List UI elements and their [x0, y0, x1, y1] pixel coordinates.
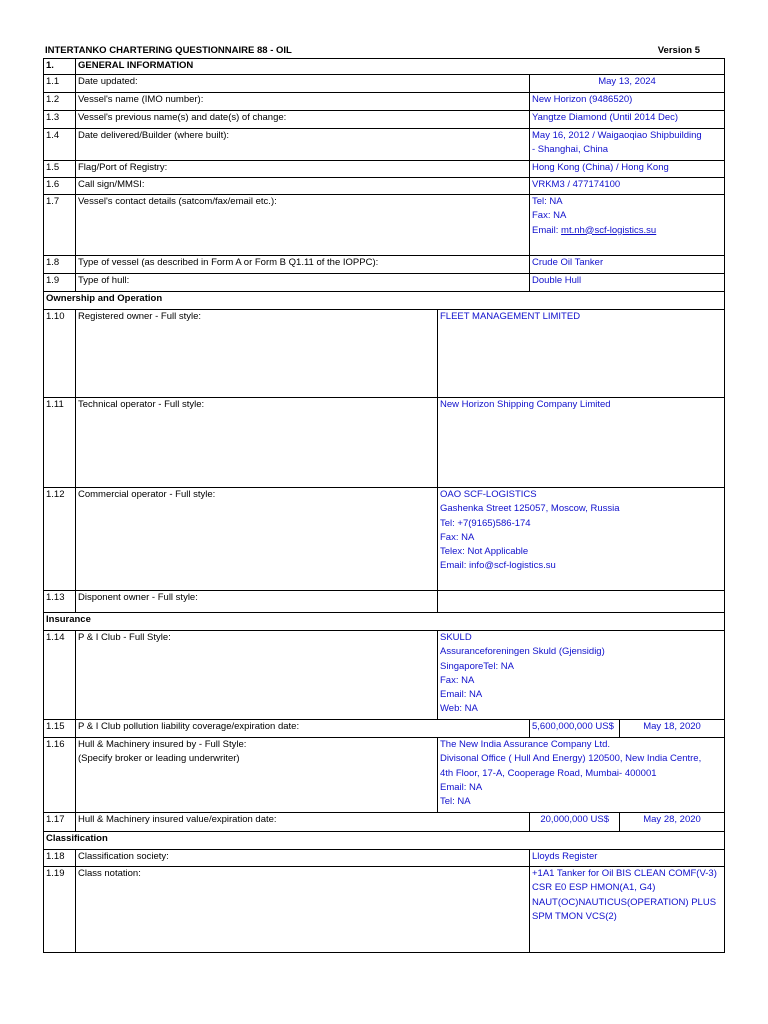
date-delivered-value: May 16, 2012 / Waigaoqiao Shipbuilding - Shanghai, China [530, 129, 725, 161]
questionnaire-page [43, 44, 724, 953]
row-number: 1.10 [44, 310, 76, 398]
row-number: 1.1 [44, 75, 76, 93]
type-of-hull-value: Double Hull [530, 274, 725, 292]
row-contact-details [44, 195, 725, 256]
row-number: 1.12 [44, 488, 76, 591]
document-header [43, 44, 724, 58]
row-call-sign [44, 178, 725, 195]
row-label: Class notation: [76, 867, 530, 953]
row-label: P & I Club - Full Style: [76, 631, 438, 720]
row-number: 1.8 [44, 256, 76, 274]
contact-email-line: Email: mt.nh@scf-logistics.su [532, 224, 657, 236]
section-insurance [44, 613, 725, 631]
row-label: Flag/Port of Registry: [76, 161, 530, 178]
type-of-vessel-value: Crude Oil Tanker [530, 256, 725, 274]
hull-machinery-date: May 28, 2020 [620, 813, 725, 832]
row-hull-machinery-value [44, 813, 725, 832]
pi-club-value: SKULD Assuranceforeningen Skuld (Gjensidig) SingaporeTel: NA Fax: NA Email: NA Web: NA [438, 631, 725, 720]
contact-fax: Fax: NA [532, 210, 567, 222]
row-disponent-owner [44, 591, 725, 613]
row-label: Technical operator - Full style: [76, 398, 438, 488]
row-label: Type of vessel (as described in Form A or Form B Q1.11 of the IOPPC): [76, 256, 530, 274]
contact-email-link[interactable]: mt.nh@scf-logistics.su [561, 224, 657, 236]
row-number: 1.7 [44, 195, 76, 256]
row-number: 1.16 [44, 738, 76, 813]
section-classification [44, 832, 725, 850]
technical-operator-value: New Horizon Shipping Company Limited [438, 398, 725, 488]
row-label: Vessel's name (IMO number): [76, 93, 530, 111]
section-title: Ownership and Operation [44, 292, 725, 310]
row-vessel-name [44, 93, 725, 111]
row-label: Registered owner - Full style: [76, 310, 438, 398]
classification-society-value: Lloyds Register [530, 850, 725, 867]
row-hull-machinery-insurer [44, 738, 725, 813]
row-number: 1.5 [44, 161, 76, 178]
row-pi-pollution-coverage [44, 720, 725, 738]
row-label: Call sign/MMSI: [76, 178, 530, 195]
row-number: 1.17 [44, 813, 76, 832]
row-pi-club [44, 631, 725, 720]
row-registered-owner [44, 310, 725, 398]
row-date-updated [44, 75, 725, 93]
section-title: GENERAL INFORMATION [76, 59, 725, 75]
row-technical-operator [44, 398, 725, 488]
call-sign-value: VRKM3 / 477174100 [530, 178, 725, 195]
disponent-owner-value [438, 591, 725, 613]
pi-coverage-amount: 5,600,000,000 US$ [530, 720, 620, 738]
version-label: Version 5 [657, 45, 700, 56]
row-number: 1.14 [44, 631, 76, 720]
flag-value: Hong Kong (China) / Hong Kong [530, 161, 725, 178]
hull-machinery-amount: 20,000,000 US$ [530, 813, 620, 832]
section-title: Classification [44, 832, 725, 850]
previous-names-value: Yangtze Diamond (Until 2014 Dec) [530, 111, 725, 129]
questionnaire-table [43, 58, 725, 953]
row-label: Vessel's contact details (satcom/fax/email etc.): [76, 195, 530, 256]
row-label: Classification society: [76, 850, 530, 867]
row-date-delivered [44, 129, 725, 161]
row-classification-society [44, 850, 725, 867]
row-number: 1.11 [44, 398, 76, 488]
row-class-notation [44, 867, 725, 953]
row-label: Date updated: [76, 75, 530, 93]
row-type-of-hull [44, 274, 725, 292]
hull-machinery-insurer-value: The New India Assurance Company Ltd. Divisonal Office ( Hull And Energy) 120500, New India Centre, 4th Floor, 17-A, Cooperage Road, Mumbai- 400001 Email: NA Tel: NA [438, 738, 725, 813]
row-label: Disponent owner - Full style: [76, 591, 438, 613]
row-number: 1.9 [44, 274, 76, 292]
row-number: 1.3 [44, 111, 76, 129]
row-label: Commercial operator - Full style: [76, 488, 438, 591]
commercial-operator-value: OAO SCF-LOGISTICS Gashenka Street 125057, Moscow, Russia Tel: +7(9165)586-174 Fax: NA Telex: Not Applicable Email: info@scf-logistics.su [438, 488, 725, 591]
section-general-information [44, 59, 725, 75]
row-number: 1.15 [44, 720, 76, 738]
row-flag [44, 161, 725, 178]
row-number: 1.4 [44, 129, 76, 161]
class-notation-value: +1A1 Tanker for Oil BIS CLEAN COMF(V-3) CSR E0 ESP HMON(A1, G4) NAUT(OC)NAUTICUS(OPERATION) PLUS SPM TMON VCS(2) [530, 867, 725, 953]
row-label: P & I Club pollution liability coverage/expiration date: [76, 720, 530, 738]
row-number: 1.13 [44, 591, 76, 613]
contact-details-value [530, 195, 725, 256]
document-title: INTERTANKO CHARTERING QUESTIONNAIRE 88 - OIL [45, 45, 292, 56]
row-number: 1.6 [44, 178, 76, 195]
row-number: 1.19 [44, 867, 76, 953]
section-title: Insurance [44, 613, 725, 631]
row-type-of-vessel [44, 256, 725, 274]
row-number: 1.2 [44, 93, 76, 111]
vessel-name-value: New Horizon (9486520) [530, 93, 725, 111]
registered-owner-value: FLEET MANAGEMENT LIMITED [438, 310, 725, 398]
row-previous-names [44, 111, 725, 129]
pi-coverage-date: May 18, 2020 [620, 720, 725, 738]
contact-tel: Tel: NA [532, 196, 563, 207]
row-label: Vessel's previous name(s) and date(s) of change: [76, 111, 530, 129]
section-number: 1. [44, 59, 76, 75]
row-label: Hull & Machinery insured by - Full Style: (Specify broker or leading underwriter) [76, 738, 438, 813]
row-label: Type of hull: [76, 274, 530, 292]
row-commercial-operator [44, 488, 725, 591]
section-ownership [44, 292, 725, 310]
date-updated-value: May 13, 2024 [530, 75, 725, 93]
row-number: 1.18 [44, 850, 76, 867]
row-label: Hull & Machinery insured value/expiration date: [76, 813, 530, 832]
row-label: Date delivered/Builder (where built): [76, 129, 530, 161]
